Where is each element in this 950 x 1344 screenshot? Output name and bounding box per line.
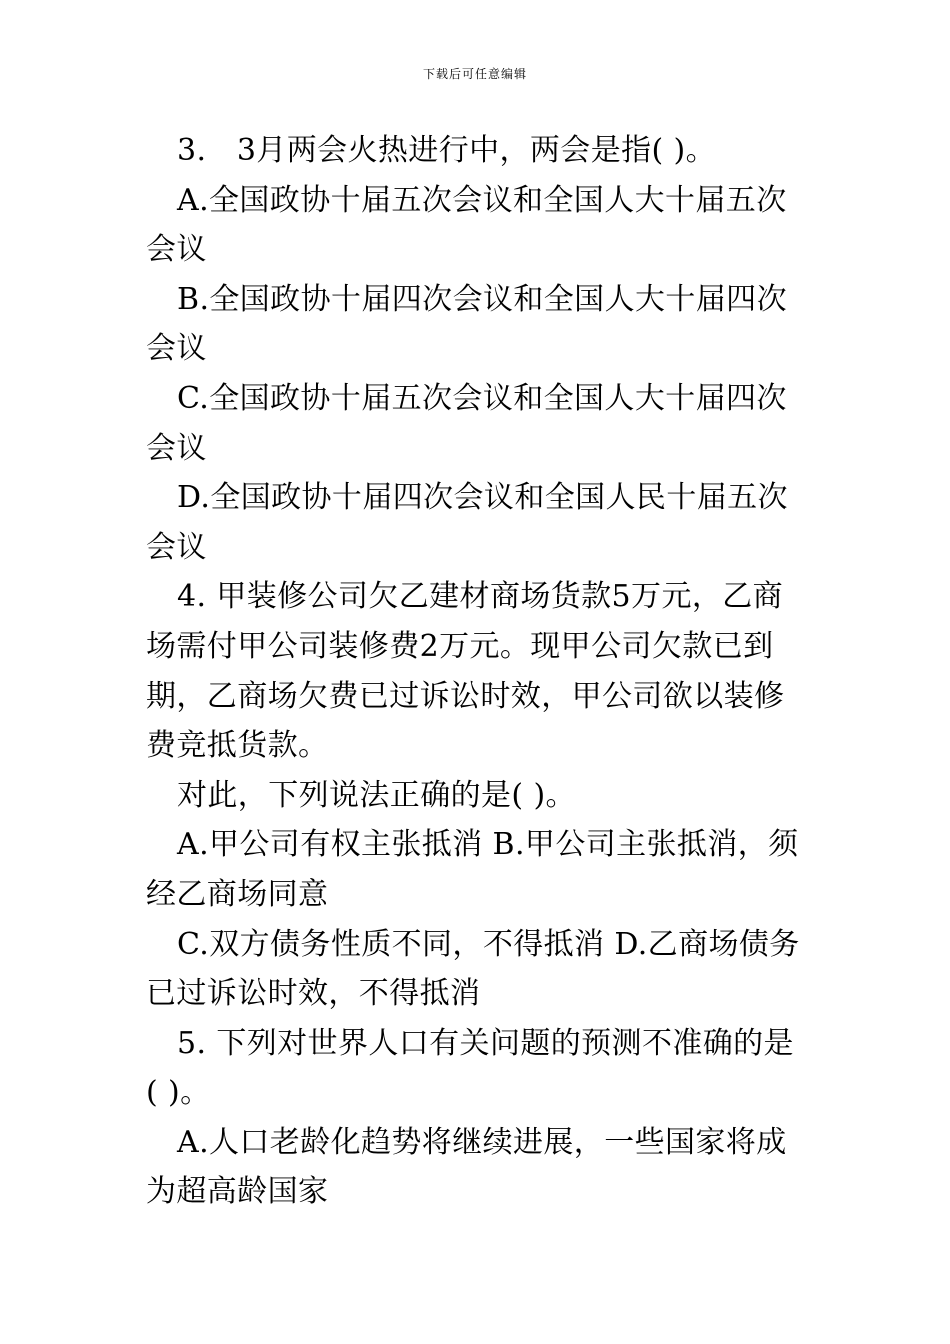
question-3-option-a: A.全国政协十届五次会议和全国人大十届五次会议 [146, 182, 787, 268]
question-4-prompt: 对此，下列说法正确的是( )。 [177, 777, 576, 813]
question-3-option-b: B.全国政协十届四次会议和全国人大十届四次会议 [146, 281, 787, 367]
question-4-options-ab: A.甲公司有权主张抵消 B.甲公司主张抵消，须经乙商场同意 [146, 827, 799, 912]
page-header: 下载后可任意编辑 [422, 67, 527, 81]
document-body [146, 126, 806, 1217]
question-4-options-cd: C.双方债务性质不同，不得抵消 D.乙商场债务已过诉讼时效，不得抵消 [146, 926, 800, 1012]
question-3-option-d: D.全国政协十届四次会议和全国人民十届五次会议 [146, 480, 788, 565]
question-3-stem: 3. 3月两会火热进行中，两会是指( )。 [177, 133, 717, 168]
question-3-option-c: C.全国政协十届五次会议和全国人大十届四次会议 [146, 380, 787, 466]
question-5-stem: 5. 下列对世界人口有关问题的预测不准确的是( )。 [146, 1025, 794, 1111]
question-5-option-a: A.人口老龄化趋势将继续进展，一些国家将成为超高龄国家 [146, 1124, 787, 1210]
question-4-stem: 4. 甲装修公司欠乙建材商场货款5万元，乙商场需付甲公司装修费2万元。现甲公司欠款已到期，乙商场欠费已过诉讼时效，甲公司欲以装修费竞抵货款。 [146, 579, 785, 764]
